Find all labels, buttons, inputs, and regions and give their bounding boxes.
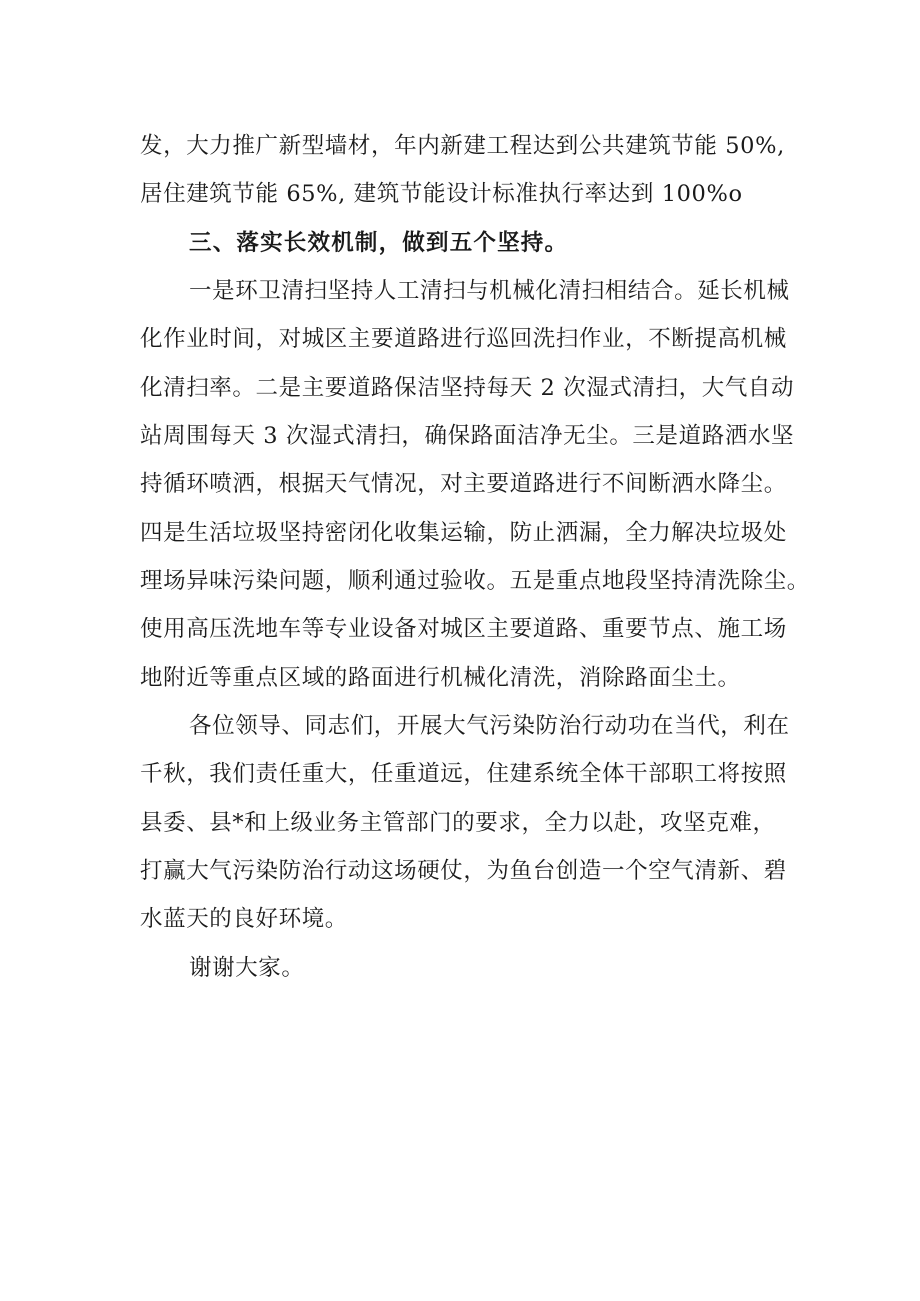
paragraph-line: 地附近等重点区域的路面进行机械化清洗，消除路面尘土。 <box>140 665 741 691</box>
paragraph-line: 千秋，我们责任重大，任重道远，住建系统全体干部职工将按照 <box>140 761 787 787</box>
paragraph-line: 县委、县*和上级业务主管部门的要求，全力以赴，攻坚克难， <box>140 810 776 836</box>
section-heading: 三、落实长效机制，做到五个坚持。 <box>189 230 569 256</box>
paragraph-line: 化作业时间，对城区主要道路进行巡回洗扫作业，不断提高机械 <box>140 326 787 352</box>
closing-thanks: 谢谢大家。 <box>189 955 305 981</box>
paragraph-line: 化清扫率。二是主要道路保洁坚持每天 2 次湿式清扫，大气自动 <box>140 375 795 401</box>
paragraph-line: 打赢大气污染防治行动这场硬仗，为鱼台创造一个空气清新、碧 <box>140 858 787 884</box>
paragraph-line: 四是生活垃圾坚持密闭化收集运输，防止洒漏，全力解决垃圾处 <box>140 520 787 546</box>
paragraph-line: 各位领导、同志们，开展大气污染防治行动功在当代，利在 <box>189 713 790 739</box>
paragraph-line: 发，大力推广新型墙材，年内新建工程达到公共建筑节能 50%, <box>140 133 785 159</box>
paragraph-line: 居住建筑节能 65%, 建筑节能设计标准执行率达到 100%o <box>140 181 743 207</box>
paragraph-line: 持循环喷洒，根据天气情况，对主要道路进行不间断洒水降尘。 <box>140 471 787 497</box>
paragraph-line: 站周围每天 3 次湿式清扫，确保路面洁净无尘。三是道路洒水坚 <box>140 423 795 449</box>
paragraph-line: 一是环卫清扫坚持人工清扫与机械化清扫相结合。延长机械 <box>189 278 790 304</box>
paragraph-line: 水蓝天的良好环境。 <box>140 906 348 932</box>
paragraph-line: 理场异味污染问题，顺利通过验收。五是重点地段坚持清洗除尘。 <box>140 568 810 594</box>
paragraph-line: 使用高压洗地车等专业设备对城区主要道路、重要节点、施工场 <box>140 616 787 642</box>
